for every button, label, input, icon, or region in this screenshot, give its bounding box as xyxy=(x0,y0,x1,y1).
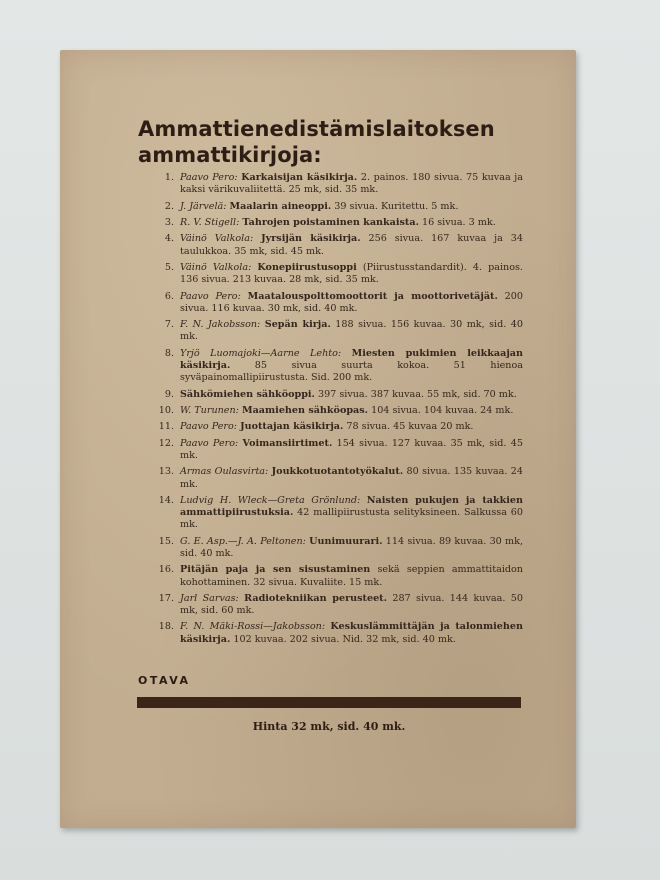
item-text xyxy=(180,233,523,257)
item-number: 9. xyxy=(164,388,174,400)
item-text xyxy=(180,201,523,213)
item-author: Yrjö Luomajoki—Aarne Lehto: xyxy=(180,347,342,359)
item-number: 11. xyxy=(158,421,174,433)
item-author: R. V. Stigell: xyxy=(180,216,240,228)
heading-line-1: Ammattienedistämislaitoksen xyxy=(138,117,495,141)
item-title: Tahrojen poistaminen kankaista. xyxy=(242,216,419,228)
list-item xyxy=(138,217,523,229)
item-author: Paavo Pero: xyxy=(180,437,239,449)
item-details: 102 kuvaa. 202 sivua. Nid. 32 mk, sid. 40 mk. xyxy=(233,633,456,645)
item-author: J. Järvelä: xyxy=(180,200,227,212)
item-number: 6. xyxy=(164,290,174,302)
item-title: Sepän kirja. xyxy=(264,319,331,331)
list-item xyxy=(138,291,523,315)
list-item xyxy=(138,438,523,462)
item-details: 104 sivua. 104 kuvaa. 24 mk. xyxy=(371,404,514,416)
item-number: 7. xyxy=(164,319,174,331)
item-title: Maalarin aineoppi. xyxy=(229,200,332,212)
price-line: Hinta 32 mk, sid. 40 mk. xyxy=(252,720,406,733)
item-text xyxy=(180,466,523,490)
item-text xyxy=(180,319,523,343)
item-number: 13. xyxy=(158,466,174,478)
list-item xyxy=(138,405,523,417)
item-text xyxy=(180,421,523,433)
item-title: Maatalouspolttomoottorit ja moottorivetäjät. xyxy=(247,290,498,302)
list-item xyxy=(138,536,523,560)
list-item xyxy=(138,564,523,588)
item-title: Uunimuurari. xyxy=(309,535,383,547)
item-text xyxy=(180,495,523,532)
item-text xyxy=(180,389,523,401)
divider-bar xyxy=(137,697,521,708)
item-details: 397 sivua. 387 kuvaa. 55 mk, sid. 70 mk. xyxy=(317,388,517,400)
item-details: 256 sivua. 167 kuvaa ja 34 taulukkoa. 35 mk, sid. 45 mk. xyxy=(180,233,523,257)
heading-line-2: ammattikirjoja: xyxy=(138,143,322,167)
publisher-name: OTAVA xyxy=(138,674,191,687)
list-item xyxy=(138,233,523,257)
item-details: 2. painos. 180 sivua. 75 kuvaa ja kaksi värikuvaliitettä. 25 mk, sid. 35 mk. xyxy=(180,172,523,196)
item-text xyxy=(180,405,523,417)
item-number: 3. xyxy=(164,216,174,228)
item-details: 188 sivua. 156 kuvaa. 30 mk, sid. 40 mk. xyxy=(180,319,523,343)
item-number: 5. xyxy=(164,261,174,273)
item-details: 287 sivua. 144 kuvaa. 50 mk, sid. 60 mk. xyxy=(180,592,523,617)
item-number: 18. xyxy=(158,621,174,633)
item-title: Radiotekniikan perusteet. xyxy=(244,592,387,604)
item-title: Juottajan käsikirja. xyxy=(240,421,344,433)
list-item xyxy=(138,319,523,343)
list-item xyxy=(138,495,523,532)
item-text xyxy=(180,621,523,645)
list-item xyxy=(138,262,523,286)
item-details: 114 sivua. 89 kuvaa. 30 mk, sid. 40 mk. xyxy=(180,535,523,559)
item-text xyxy=(180,536,523,560)
item-details: 80 sivua. 135 kuvaa. 24 mk. xyxy=(180,466,523,490)
item-title: Miesten pukimien leikkaajan käsikirja. xyxy=(180,347,523,371)
item-text xyxy=(180,564,523,588)
item-details: 16 sivua. 3 mk. xyxy=(421,216,496,228)
list-item xyxy=(138,201,523,213)
item-number: 17. xyxy=(158,592,174,604)
book-list xyxy=(138,172,523,650)
list-item xyxy=(138,593,523,617)
list-item xyxy=(138,389,523,401)
item-title: Joukkotuotantotyökalut. xyxy=(271,466,404,478)
item-text xyxy=(180,172,523,196)
item-number: 14. xyxy=(158,494,174,506)
list-item xyxy=(138,621,523,645)
item-author: Väinö Valkola: xyxy=(180,233,254,245)
item-author: Ludvig H. Wleck—Greta Grönlund: xyxy=(180,494,361,506)
item-title: Pitäjän paja ja sen sisustaminen xyxy=(180,564,371,576)
item-author: Jarl Sarvas: xyxy=(180,592,239,604)
item-title: Keskuslämmittäjän ja talonmiehen käsikirja. xyxy=(180,621,523,645)
item-author: Paavo Pero: xyxy=(180,172,238,183)
item-text xyxy=(180,593,523,617)
item-author: Paavo Pero: xyxy=(180,290,241,302)
item-number: 10. xyxy=(158,404,174,416)
item-details: 85 sivua suurta kokoa. 51 hienoa syväpainomallipiirustusta. Sid. 200 mk. xyxy=(180,359,523,384)
item-number: 16. xyxy=(158,564,174,576)
item-author: G. E. Asp.—J. A. Peltonen: xyxy=(180,535,306,547)
list-item xyxy=(138,466,523,490)
item-text xyxy=(180,438,523,462)
item-author: F. N. Jakobsson: xyxy=(180,319,261,331)
item-details: 78 sivua. 45 kuvaa 20 mk. xyxy=(346,421,474,433)
item-author: Paavo Pero: xyxy=(180,421,238,433)
item-details: 39 sivua. Kuritettu. 5 mk. xyxy=(334,200,459,212)
item-number: 12. xyxy=(158,437,174,449)
item-title: Voimansiirtimet. xyxy=(242,437,333,449)
list-item xyxy=(138,172,523,196)
item-title: Konepiirustusoppi xyxy=(257,261,357,273)
item-number: 4. xyxy=(164,233,174,245)
item-author: F. N. Mäki-Rossi—Jakobsson: xyxy=(180,621,326,633)
item-author: Väinö Valkola: xyxy=(180,261,252,273)
item-title: Maamiehen sähköopas. xyxy=(241,404,369,416)
item-number: 8. xyxy=(164,347,174,359)
item-text xyxy=(180,348,523,385)
item-number: 15. xyxy=(158,535,174,547)
catalog-heading xyxy=(138,116,538,168)
item-title: Karkaisijan käsikirja. xyxy=(241,172,358,183)
item-details: 154 sivua. 127 kuvaa. 35 mk, sid. 45 mk. xyxy=(180,437,523,461)
item-number: 1. xyxy=(164,172,174,183)
item-title: Naisten pukujen ja takkien ammattipiirustuksia. xyxy=(180,494,523,519)
item-details: 200 sivua. 116 kuvaa. 30 mk, sid. 40 mk. xyxy=(180,290,523,314)
item-author: W. Turunen: xyxy=(180,404,239,416)
list-item xyxy=(138,421,523,433)
item-text xyxy=(180,291,523,315)
item-title: Sähkömiehen sähköoppi. xyxy=(180,388,315,400)
item-details: 42 mallipiirustusta selityksineen. Salkussa 60 mk. xyxy=(180,507,523,531)
item-number: 2. xyxy=(164,200,174,212)
item-details: (Piirustusstandardit). 4. painos. 136 sivua. 213 kuvaa. 28 mk, sid. 35 mk. xyxy=(180,261,523,286)
item-text xyxy=(180,217,523,229)
item-title: Jyrsijän käsikirja. xyxy=(261,233,361,245)
item-details: sekä seppien ammattitaidon kohottaminen. 32 sivua. Kuvaliite. 15 mk. xyxy=(180,564,523,588)
list-item xyxy=(138,348,523,385)
item-author: Armas Oulasvirta: xyxy=(180,466,269,478)
item-text xyxy=(180,262,523,286)
